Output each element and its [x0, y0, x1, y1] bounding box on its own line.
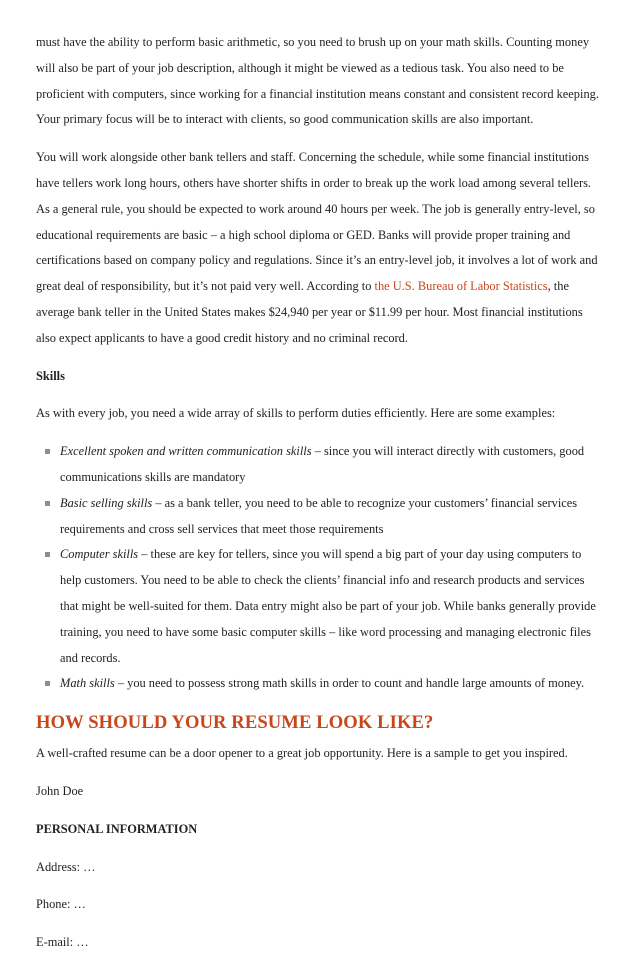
- square-bullet-icon: [45, 501, 50, 506]
- address-line: Address: …: [36, 859, 96, 874]
- skill-description: – since you will interact directly with customers, good communications skills are mandatory: [60, 444, 585, 484]
- skill-description: – these are key for tellers, since you will spend a big part of your day using computers to help customers. You need to be able to check the clients’ financial info and research products and services that might be well-suited for them. Data entry might also be part of your job. While banks generally provide training, you need to have some basic computer skills – like word processing and managing electronic files and records.: [60, 547, 596, 665]
- square-bullet-icon: [45, 681, 50, 686]
- skill-description: – as a bank teller, you need to be able to recognize your customers’ financial services requirements and cross sell services that meet those requirements: [60, 495, 578, 536]
- square-bullet-icon: [45, 449, 50, 454]
- paragraph-duties: must have the ability to perform basic arithmetic, so you need to brush up on your math skills. Counting money will also be part of your job description, although it might be viewed as a tedious task. You also need to be proficient with computers, since working for a financial institution means constant and consistent record keeping. Your primary focus will be to interact with clients, so good communication skills are also important.: [36, 35, 599, 127]
- skill-term: Basic selling skills: [60, 495, 153, 510]
- skill-term: Excellent spoken and written communication skills: [60, 444, 312, 459]
- paragraph-schedule: [36, 145, 604, 351]
- phone-line: Phone: …: [36, 897, 86, 912]
- skill-description: – you need to possess strong math skills in order to count and handle large amounts of money.: [114, 676, 585, 691]
- skill-term: Math skills: [60, 676, 115, 691]
- list-item: [60, 671, 604, 697]
- skills-intro: As with every job, you need a wide array of skills to perform duties efficiently. Here are some examples:: [36, 406, 556, 421]
- list-item: [60, 491, 604, 543]
- list-item: [60, 439, 604, 491]
- personal-info-heading: PERSONAL INFORMATION: [36, 821, 198, 836]
- document-page: [36, 30, 604, 968]
- email-line: E-mail: …: [36, 935, 89, 950]
- skill-term: Computer skills: [60, 547, 139, 562]
- resume-intro: A well-crafted resume can be a door opener to a great job opportunity. Here is a sample to get you inspired.: [36, 746, 568, 761]
- skills-list: [36, 439, 604, 697]
- square-bullet-icon: [45, 552, 50, 557]
- paragraph-schedule-text-start: You will work alongside other bank tellers and staff. Concerning the schedule, while some financial institutions have tellers work long hours, others have shorter shifts in order to break up the work load among several tellers. As a general rule, you should be expected to work around 40 hours per week. The job is generally entry-level, so educational requirements are basic – a high school diploma or GED. Banks will provide proper training and certifications based on company policy and regulations. Since it’s an entry-level job, it involves a lot of work and great deal of responsibility, but it’s not paid very well. According to: [36, 150, 598, 294]
- skills-heading: Skills: [36, 368, 65, 383]
- resume-name: John Doe: [36, 783, 84, 798]
- bls-link[interactable]: the U.S. Bureau of Labor Statistics: [374, 279, 548, 294]
- paragraph-schedule-text-end: , the average bank teller in the United States makes $24,940 per year or $11.99 per hour. Most financial institutions also expect applicants to have a good credit history and no criminal record.: [36, 279, 583, 345]
- list-item: [60, 542, 604, 671]
- resume-section-heading: HOW SHOULD YOUR RESUME LOOK LIKE?: [36, 712, 434, 734]
